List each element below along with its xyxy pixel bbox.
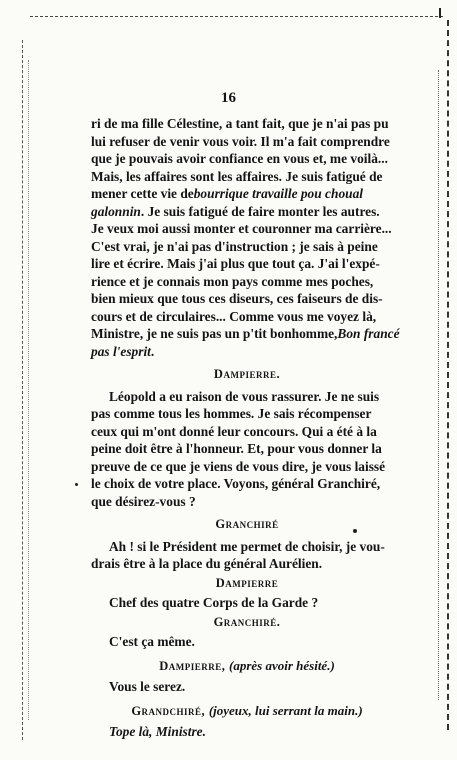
text-line: Léopold a eu raison de vous rassurer. Je ne suis <box>109 388 380 404</box>
text-line: C'est ça même. <box>109 634 195 649</box>
text-line: Vous le serez. <box>109 679 186 694</box>
text-line: Ministre, je ne suis pas un p'tit bonhomme,Bon francé <box>91 326 400 341</box>
stage-direction: (après avoir hésité.) <box>228 657 335 673</box>
text-line: drais être à la place du général Aurélien. <box>91 556 323 571</box>
scan-border-right <box>447 20 449 730</box>
text-line: lire et écrire. Mais j'ai plus que tout ça. J'ai l'expé- <box>91 256 380 271</box>
speaker-with-direction <box>91 657 403 675</box>
speaker-name: Dampierre <box>215 575 279 590</box>
speaker-name: Dampierre, <box>159 658 226 673</box>
text-line: Ah ! si le Président me permet de choisir, je vou- <box>109 538 385 554</box>
text-line: ri de ma fille Célestine, a tant fait, que je n'ai pas pu <box>91 116 389 131</box>
speaker-name: Granchiré. <box>213 614 281 629</box>
scan-border-right-inner <box>438 70 439 700</box>
text-line: cours et de circulaires... Comme vous me voyez là, <box>91 308 377 324</box>
scan-border-left <box>22 40 23 740</box>
page-text <box>91 115 403 741</box>
text-line: galonnin. Je suis fatigué de faire monter les autres. <box>91 203 380 219</box>
text-line: que je pouvais avoir confiance en vous et, me voilà... <box>91 151 388 166</box>
ink-speck <box>75 483 78 486</box>
text-line: rience et je connais mon pays comme mes poches, <box>91 273 374 289</box>
speaker-name: Granchiré <box>215 517 279 531</box>
stage-direction: (joyeux, lui serrant la main.) <box>208 702 363 718</box>
page-number: 16 <box>221 90 236 106</box>
text-line: bien mieux que tous ces diseurs, ces faiseurs de dis- <box>91 291 383 306</box>
text-line: peine doit être à l'honneur. Et, pour vous donner la <box>91 441 382 456</box>
text-line: preuve de ce que je viens de vous dire, je vous laissé <box>91 458 386 474</box>
text-line: Chef des quatre Corps de la Garde ? <box>109 595 319 610</box>
text-line: que désirez-vous ? <box>91 493 196 509</box>
text-line: le choix de votre place. Voyons, général Granchiré, <box>91 476 381 491</box>
text-line: lui refuser de venir vous voir. Il m'a fait comprendre <box>91 133 390 149</box>
ink-speck <box>353 529 357 533</box>
text-line: pas comme tous les hommes. Je sais récompenser <box>91 406 372 421</box>
text-line: C'est vrai, je n'ai pas d'instruction ; je sais à peine <box>91 238 378 254</box>
text-line: Je veux moi aussi monter et couronner ma carrière... <box>91 221 392 236</box>
scan-mark <box>439 8 447 18</box>
speaker-name: Grandchiré, <box>131 703 206 718</box>
scan-border-left-inner <box>28 60 29 720</box>
text-line: pas l'esprit. <box>91 343 155 359</box>
text-line: ceux qui m'ont donné leur concours. Qui a été à la <box>91 423 377 439</box>
text-line: Tope là, Ministre. <box>109 724 206 739</box>
speaker-name: Dampierre. <box>213 367 281 381</box>
scan-border-top <box>30 16 443 17</box>
speaker-with-direction <box>91 702 403 720</box>
text-line: mener cette vie debourrique travaille pou choual <box>91 186 364 201</box>
text-line: Mais, les affaires sont les affaires. Je suis fatigué de <box>91 168 383 184</box>
